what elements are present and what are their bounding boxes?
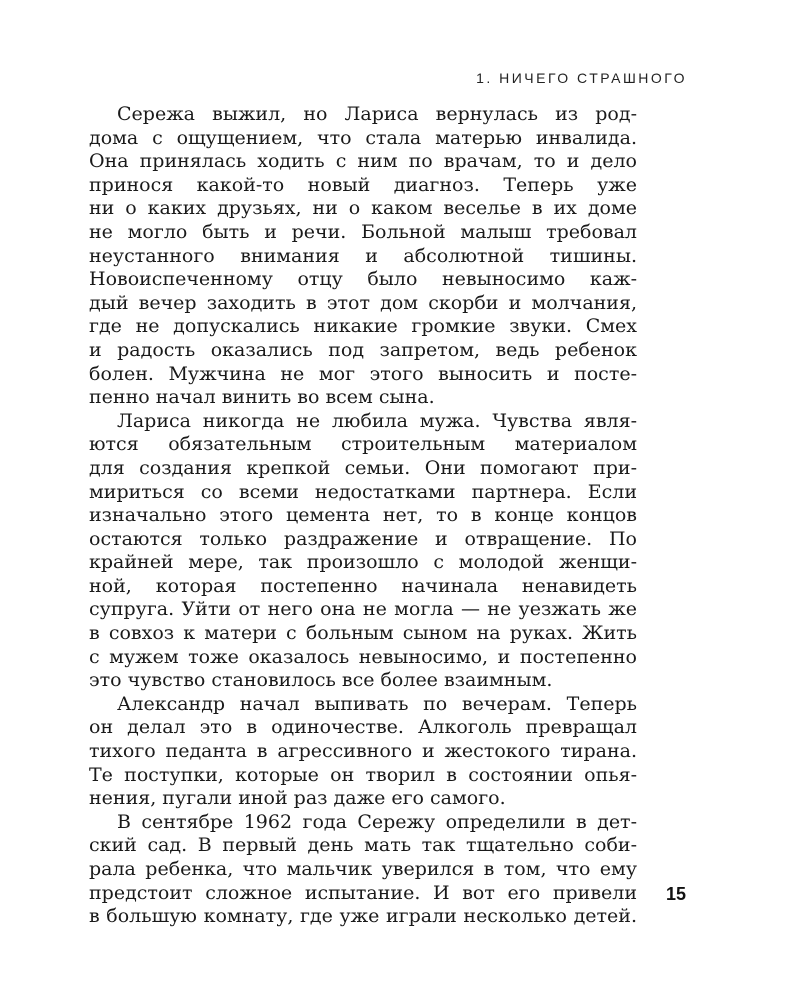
text-line: супруга. Уйти от него она не могла — не уезжать же <box>89 598 637 621</box>
text-line: нения, пугали иной раз даже его самого. <box>89 787 506 810</box>
text-line: не могло быть и речи. Больной малыш требовал <box>89 220 637 243</box>
text-line: ной, которая постепенно начинала ненавидеть <box>89 574 637 597</box>
text-line: рала ребенка, что мальчик уверился в том, что ему <box>89 858 637 880</box>
body-text <box>89 103 637 929</box>
text-line: Те поступки, которые он творил в состоянии опья- <box>89 763 637 786</box>
text-line: в большую комнату, где уже играли несколько детей. <box>89 905 637 928</box>
text-line: и радость оказались под запретом, ведь ребенок <box>89 338 637 361</box>
text-line: Она принялась ходить с ним по врачам, то и дело <box>89 150 637 173</box>
page-number: 15 <box>666 884 687 904</box>
text-line: ский сад. В первый день мать так тщательно соби- <box>89 834 637 857</box>
text-line: пенно начал винить во всем сына. <box>89 386 435 409</box>
running-header: 1. НИЧЕГО СТРАШНОГО <box>476 70 687 86</box>
text-line: в совхоз к матери с больным сыном на руках. Жить <box>89 622 637 645</box>
text-line: крайней мере, так произошло с молодой женщи- <box>89 551 637 574</box>
text-line: Новоиспеченному отцу было невыносимо каж- <box>89 268 637 291</box>
text-line: Лариса никогда не любила мужа. Чувства явля- <box>117 409 637 432</box>
text-line: дома с ощущением, что стала матерью инвалида. <box>89 126 637 149</box>
text-line: для создания крепкой семьи. Они помогают при- <box>89 456 637 479</box>
text-line: он делал это в одиночестве. Алкоголь превращал <box>89 716 637 739</box>
text-line: изначально этого цемента нет, то в конце концов <box>89 504 637 527</box>
text-line: остаются только раздражение и отвращение. По <box>89 527 637 550</box>
text-line: неустанного внимания и абсолютной тишины. <box>89 244 637 267</box>
paragraph <box>89 693 637 811</box>
text-line: Сережа выжил, но Лариса вернулась из род- <box>117 103 637 125</box>
text-line: болен. Мужчина не мог этого выносить и посте- <box>89 362 637 385</box>
text-line: где не допускались никакие громкие звуки. Смех <box>89 315 637 338</box>
text-line: мириться со всеми недостатками партнера. Если <box>89 480 637 503</box>
paragraph <box>89 811 637 929</box>
text-line: В сентябре 1962 года Сережу определили в дет- <box>117 810 637 833</box>
text-line: это чувство становилось все более взаимным. <box>89 669 553 692</box>
text-line: Александр начал выпивать по вечерам. Теперь <box>117 692 637 715</box>
text-line: предстоит сложное испытание. И вот его привели <box>89 881 637 904</box>
text-line: ются обязательным строительным материалом <box>89 433 637 456</box>
text-line: тихого педанта в агрессивного и жестокого тирана. <box>89 740 637 763</box>
text-line: с мужем тоже оказалось невыносимо, и постепенно <box>89 645 637 668</box>
text-line: ни о каких друзьях, ни о каком веселье в их доме <box>89 197 637 220</box>
paragraph <box>89 103 637 410</box>
text-line: принося какой-то новый диагноз. Теперь уже <box>89 173 637 196</box>
paragraph <box>89 410 637 693</box>
text-line: дый вечер заходить в этот дом скорби и молчания, <box>89 291 637 314</box>
